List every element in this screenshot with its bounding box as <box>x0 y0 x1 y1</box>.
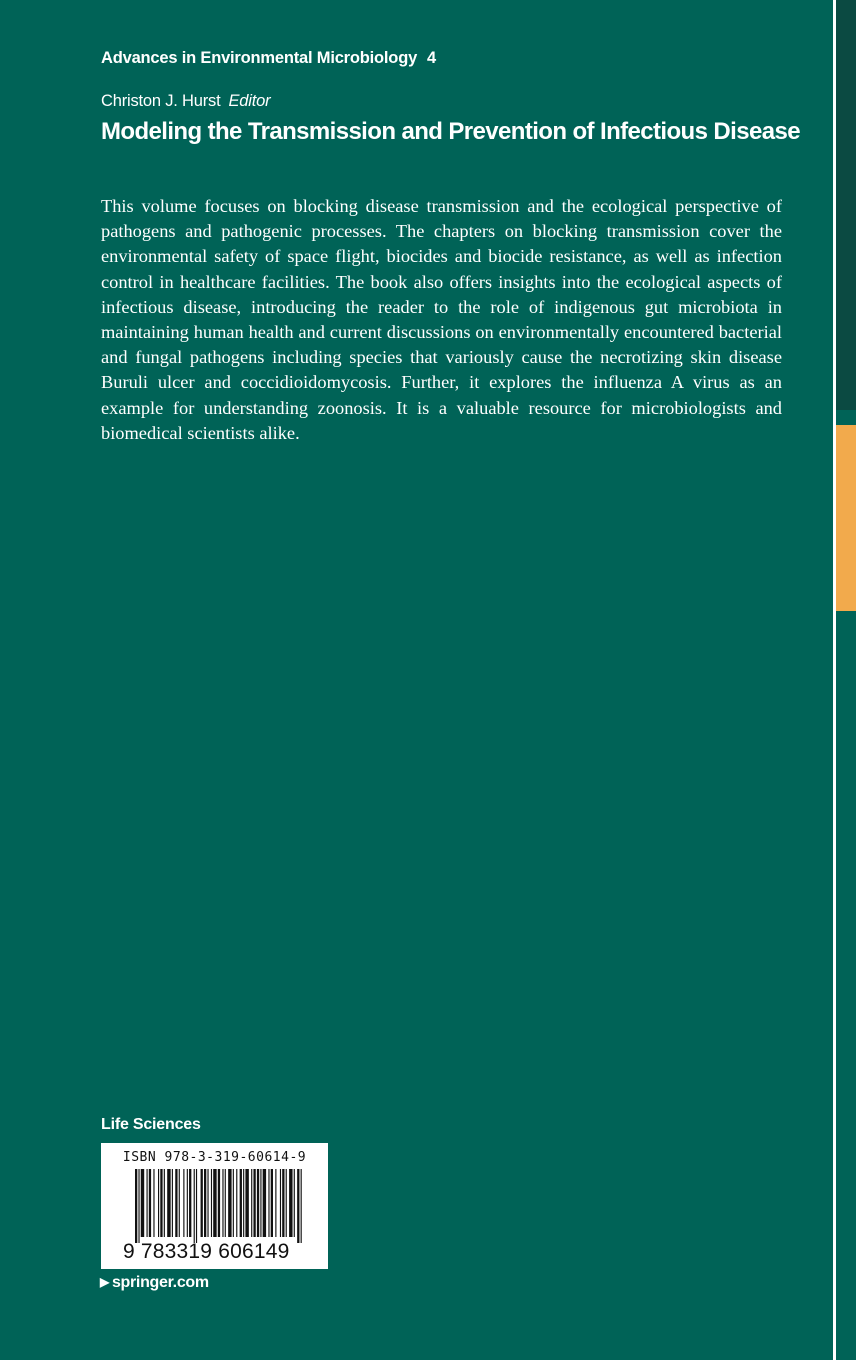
isbn-barcode <box>101 1143 328 1269</box>
editor-role: Editor <box>228 92 271 110</box>
subject-category: Life Sciences <box>101 1116 201 1133</box>
triangle-right-icon: ▶ <box>100 1275 109 1289</box>
series-volume: 4 <box>427 49 437 67</box>
barcode-digits: 9 783319 606149 <box>123 1240 290 1263</box>
editor-name: Christon J. Hurst <box>101 92 221 110</box>
website-text: springer.com <box>111 1274 209 1291</box>
isbn-label: ISBN 978-3-319-60614-9 <box>122 1150 307 1165</box>
editor-line <box>101 92 270 111</box>
book-title: Modeling the Transmission and Prevention of Infectious Disease <box>101 118 800 145</box>
book-description: This volume focuses on blocking disease transmission and the ecological perspective of pathogens and pathogenic processes. The chapters on blocking transmission cover the environmental safety of space flight, biocides and biocide resistance, as well as infection control in healthcare facilities. The book also offers insights into the ecological aspects of infectious disease, introducing the reader to the role of indigenous gut microbiota in maintaining human health and current discussions on environmentally encountered bacterial and fungal pathogens including species that variously cause the necrotizing skin disease Buruli ulcer and coccidioidomycosis. Further, it explores the influenza A virus as an example for understanding zoonosis. It is a valuable resource for microbiologists and biomedical scientists alike. <box>101 196 782 443</box>
series-name: Advances in Environmental Microbiology <box>101 49 418 67</box>
barcode-icon <box>135 1169 305 1243</box>
spine-dark-block <box>836 0 856 410</box>
publisher-website-link[interactable] <box>100 1274 209 1292</box>
spine-color-band <box>836 425 856 611</box>
series-line <box>101 49 436 68</box>
